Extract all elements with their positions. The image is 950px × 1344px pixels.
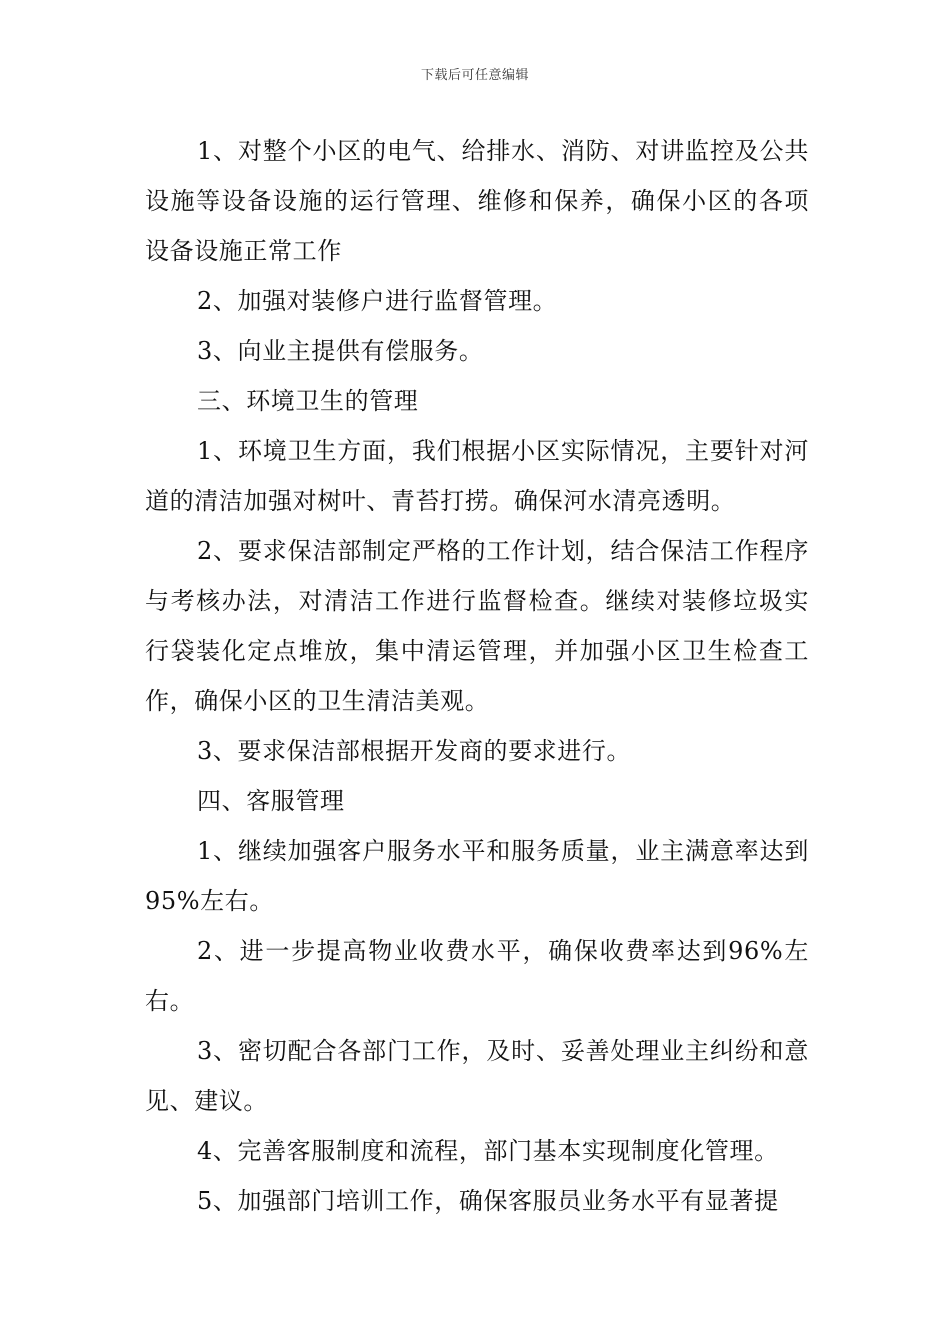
paragraph: 1、环境卫生方面，我们根据小区实际情况，主要针对河道的清洁加强对树叶、青苔打捞。确保河水清亮透明。 xyxy=(145,437,809,515)
paragraph: 3、密切配合各部门工作，及时、妥善处理业主纠纷和意见、建议。 xyxy=(145,1037,809,1115)
paragraph: 2、加强对装修户进行监督管理。 xyxy=(197,287,558,315)
document-body xyxy=(145,126,809,1226)
section-heading: 三、环境卫生的管理 xyxy=(197,387,419,415)
page-header: 下载后可任意编辑 xyxy=(420,68,529,83)
paragraph: 2、要求保洁部制定严格的工作计划，结合保洁工作程序与考核办法，对清洁工作进行监督检查。继续对装修垃圾实行袋装化定点堆放，集中清运管理，并加强小区卫生检查工作，确保小区的卫生清洁美观。 xyxy=(145,537,809,715)
section-heading: 四、客服管理 xyxy=(197,787,345,815)
paragraph: 3、要求保洁部根据开发商的要求进行。 xyxy=(197,737,632,765)
paragraph: 1、继续加强客户服务水平和服务质量，业主满意率达到95%左右。 xyxy=(145,837,809,915)
paragraph: 5、加强部门培训工作，确保客服员业务水平有显著提 xyxy=(197,1187,779,1215)
paragraph: 1、对整个小区的电气、给排水、消防、对讲监控及公共设施等设备设施的运行管理、维修和保养，确保小区的各项设备设施正常工作 xyxy=(145,137,809,265)
paragraph: 4、完善客服制度和流程，部门基本实现制度化管理。 xyxy=(197,1137,779,1165)
paragraph: 3、向业主提供有偿服务。 xyxy=(197,337,484,365)
paragraph: 2、进一步提高物业收费水平，确保收费率达到96%左右。 xyxy=(145,937,809,1015)
